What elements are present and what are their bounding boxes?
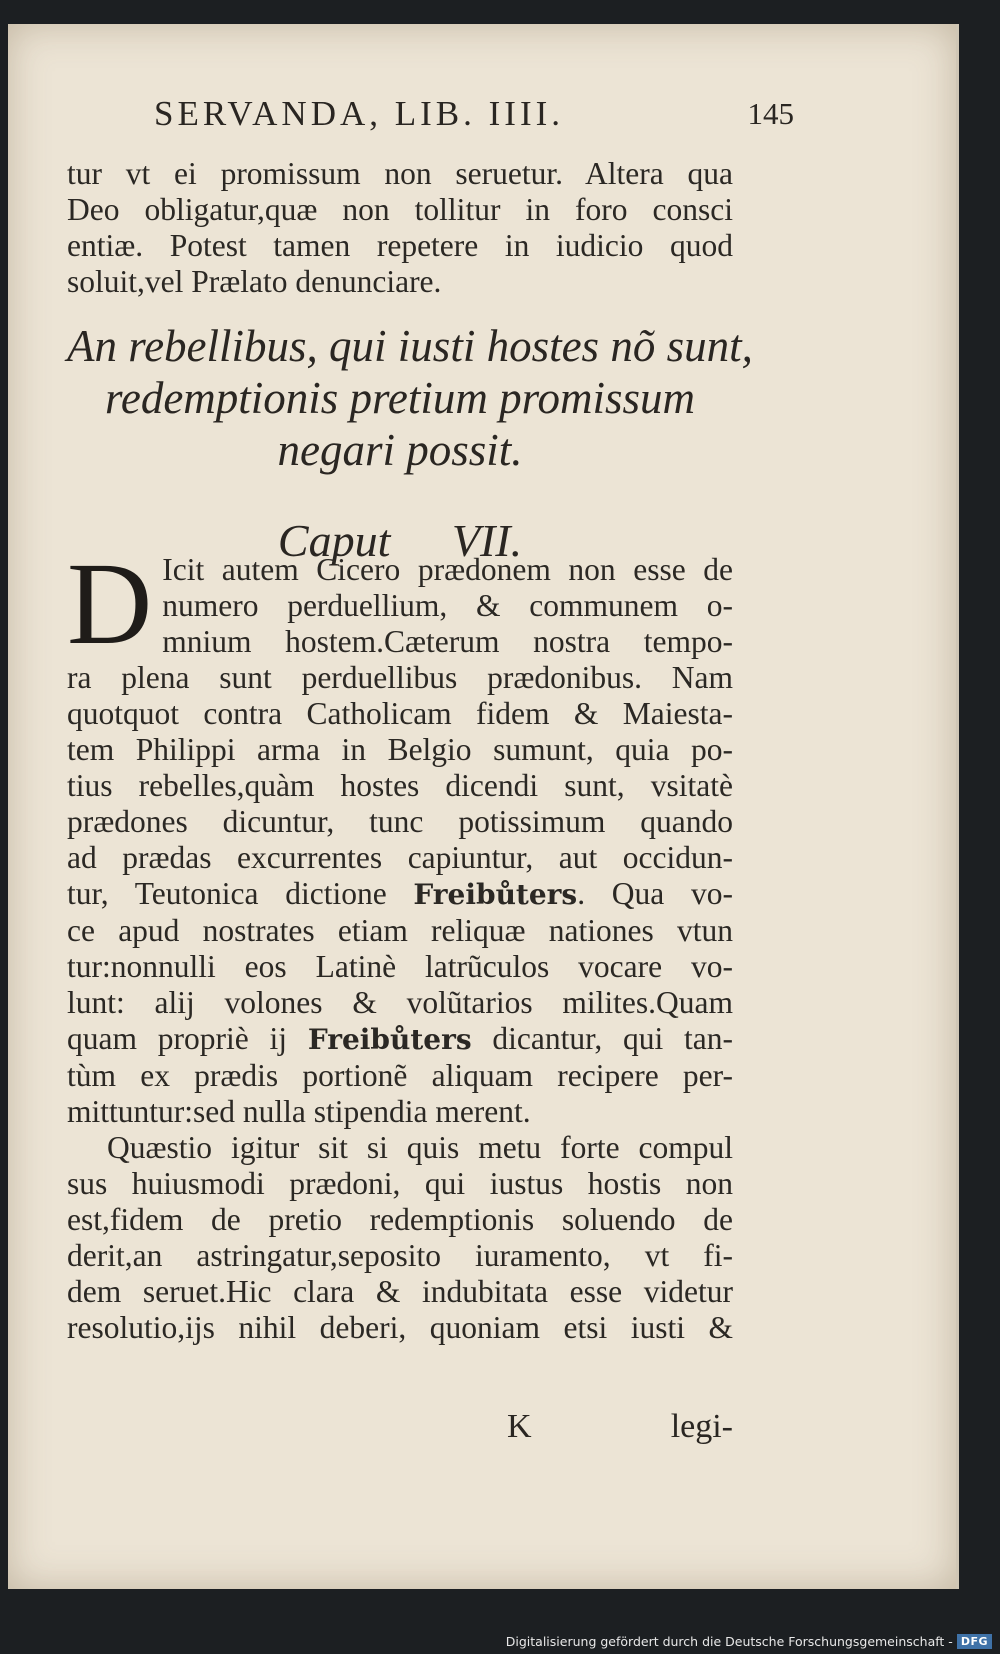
chapter-label: Caput VII. bbox=[277, 515, 523, 566]
text-line: sus huiusmodi prædoni, qui iustus hostis non bbox=[67, 1166, 733, 1201]
heading-line: An rebellibus, qui iusti hostes nõ sunt, bbox=[67, 321, 753, 371]
heading-line: negari possit. bbox=[277, 425, 523, 475]
text-line: Icit autem Cicero prædonem non esse de bbox=[162, 552, 733, 587]
text-line: prædones dicuntur, tunc potissimum quando bbox=[67, 804, 733, 839]
text-line: tur vt ei promissum non seruetur. Altera qua bbox=[67, 156, 733, 191]
digitization-credit bbox=[506, 1630, 992, 1652]
text-line: tur:nonnulli eos Latinè latrũculos vocare vo- bbox=[67, 949, 733, 984]
catchword: legi- bbox=[670, 1408, 733, 1445]
fraktur-word: Freibůters bbox=[307, 1023, 472, 1056]
signature-mark: K bbox=[507, 1408, 532, 1445]
text-line: ce apud nostrates etiam reliquæ nationes vtun bbox=[67, 913, 733, 948]
text-line bbox=[67, 876, 733, 913]
text-segment: tur, Teutonica dictione bbox=[67, 876, 414, 911]
text-line: Deo obligatur,quæ non tollitur in foro consci bbox=[67, 192, 733, 227]
text-line: quotquot contra Catholicam fidem & Maiesta- bbox=[67, 696, 733, 731]
text-line: tùm ex prædis portionẽ aliquam recipere per- bbox=[67, 1058, 733, 1093]
text-segment: . Qua vo- bbox=[577, 876, 733, 911]
page-footer bbox=[67, 1408, 733, 1452]
text-segment: dicantur, qui tan- bbox=[471, 1021, 734, 1056]
text-line: ad prædas excurrentes capiuntur, aut occidun- bbox=[67, 840, 733, 875]
text-line: resolutio,ijs nihil deberi, quoniam etsi iusti & bbox=[67, 1310, 733, 1345]
text-line bbox=[67, 1021, 733, 1058]
page-header bbox=[154, 94, 794, 140]
text-line: lunt: alij volones & volũtarios milites.Quam bbox=[67, 985, 733, 1020]
text-line: tius rebelles,quàm hostes dicendi sunt, vsitatè bbox=[67, 768, 733, 803]
top-paragraph bbox=[67, 156, 733, 300]
text-line: soluit,vel Prælato denunciare. bbox=[67, 264, 442, 299]
text-line: mittuntur:sed nulla stipendia merent. bbox=[67, 1094, 531, 1129]
drop-cap: D bbox=[67, 538, 153, 669]
running-head: SERVANDA, LIB. IIII. bbox=[154, 94, 565, 133]
fraktur-word: Freibůters bbox=[413, 878, 578, 911]
text-segment: quam propriè ij bbox=[67, 1021, 308, 1056]
page-number: 145 bbox=[747, 96, 794, 131]
dfg-logo: DFG bbox=[957, 1634, 992, 1649]
heading-line: redemptionis pretium promissum bbox=[105, 373, 695, 423]
text-line: derit,an astringatur,seposito iuramento, vt fi- bbox=[67, 1238, 733, 1273]
text-line: Quæstio igitur sit si quis metu forte compul bbox=[107, 1130, 733, 1165]
text-line: est,fidem de pretio redemptionis soluendo de bbox=[67, 1202, 733, 1237]
book-page bbox=[8, 24, 959, 1589]
text-line: ra plena sunt perduellibus prædonibus. Nam bbox=[67, 660, 733, 695]
text-line: mnium hostem.Cæterum nostra tempo- bbox=[162, 624, 733, 659]
text-line: tem Philippi arma in Belgio sumunt, quia po- bbox=[67, 732, 733, 767]
text-line: numero perduellium, & communem o- bbox=[162, 588, 733, 623]
chapter-heading bbox=[67, 320, 753, 476]
text-line: dem seruet.Hic clara & indubitata esse videtur bbox=[67, 1274, 733, 1309]
credit-text: Digitalisierung gefördert durch die Deutsche Forschungsgemeinschaft - bbox=[505, 1633, 953, 1649]
text-line: entiæ. Potest tamen repetere in iudicio quod bbox=[67, 228, 733, 263]
